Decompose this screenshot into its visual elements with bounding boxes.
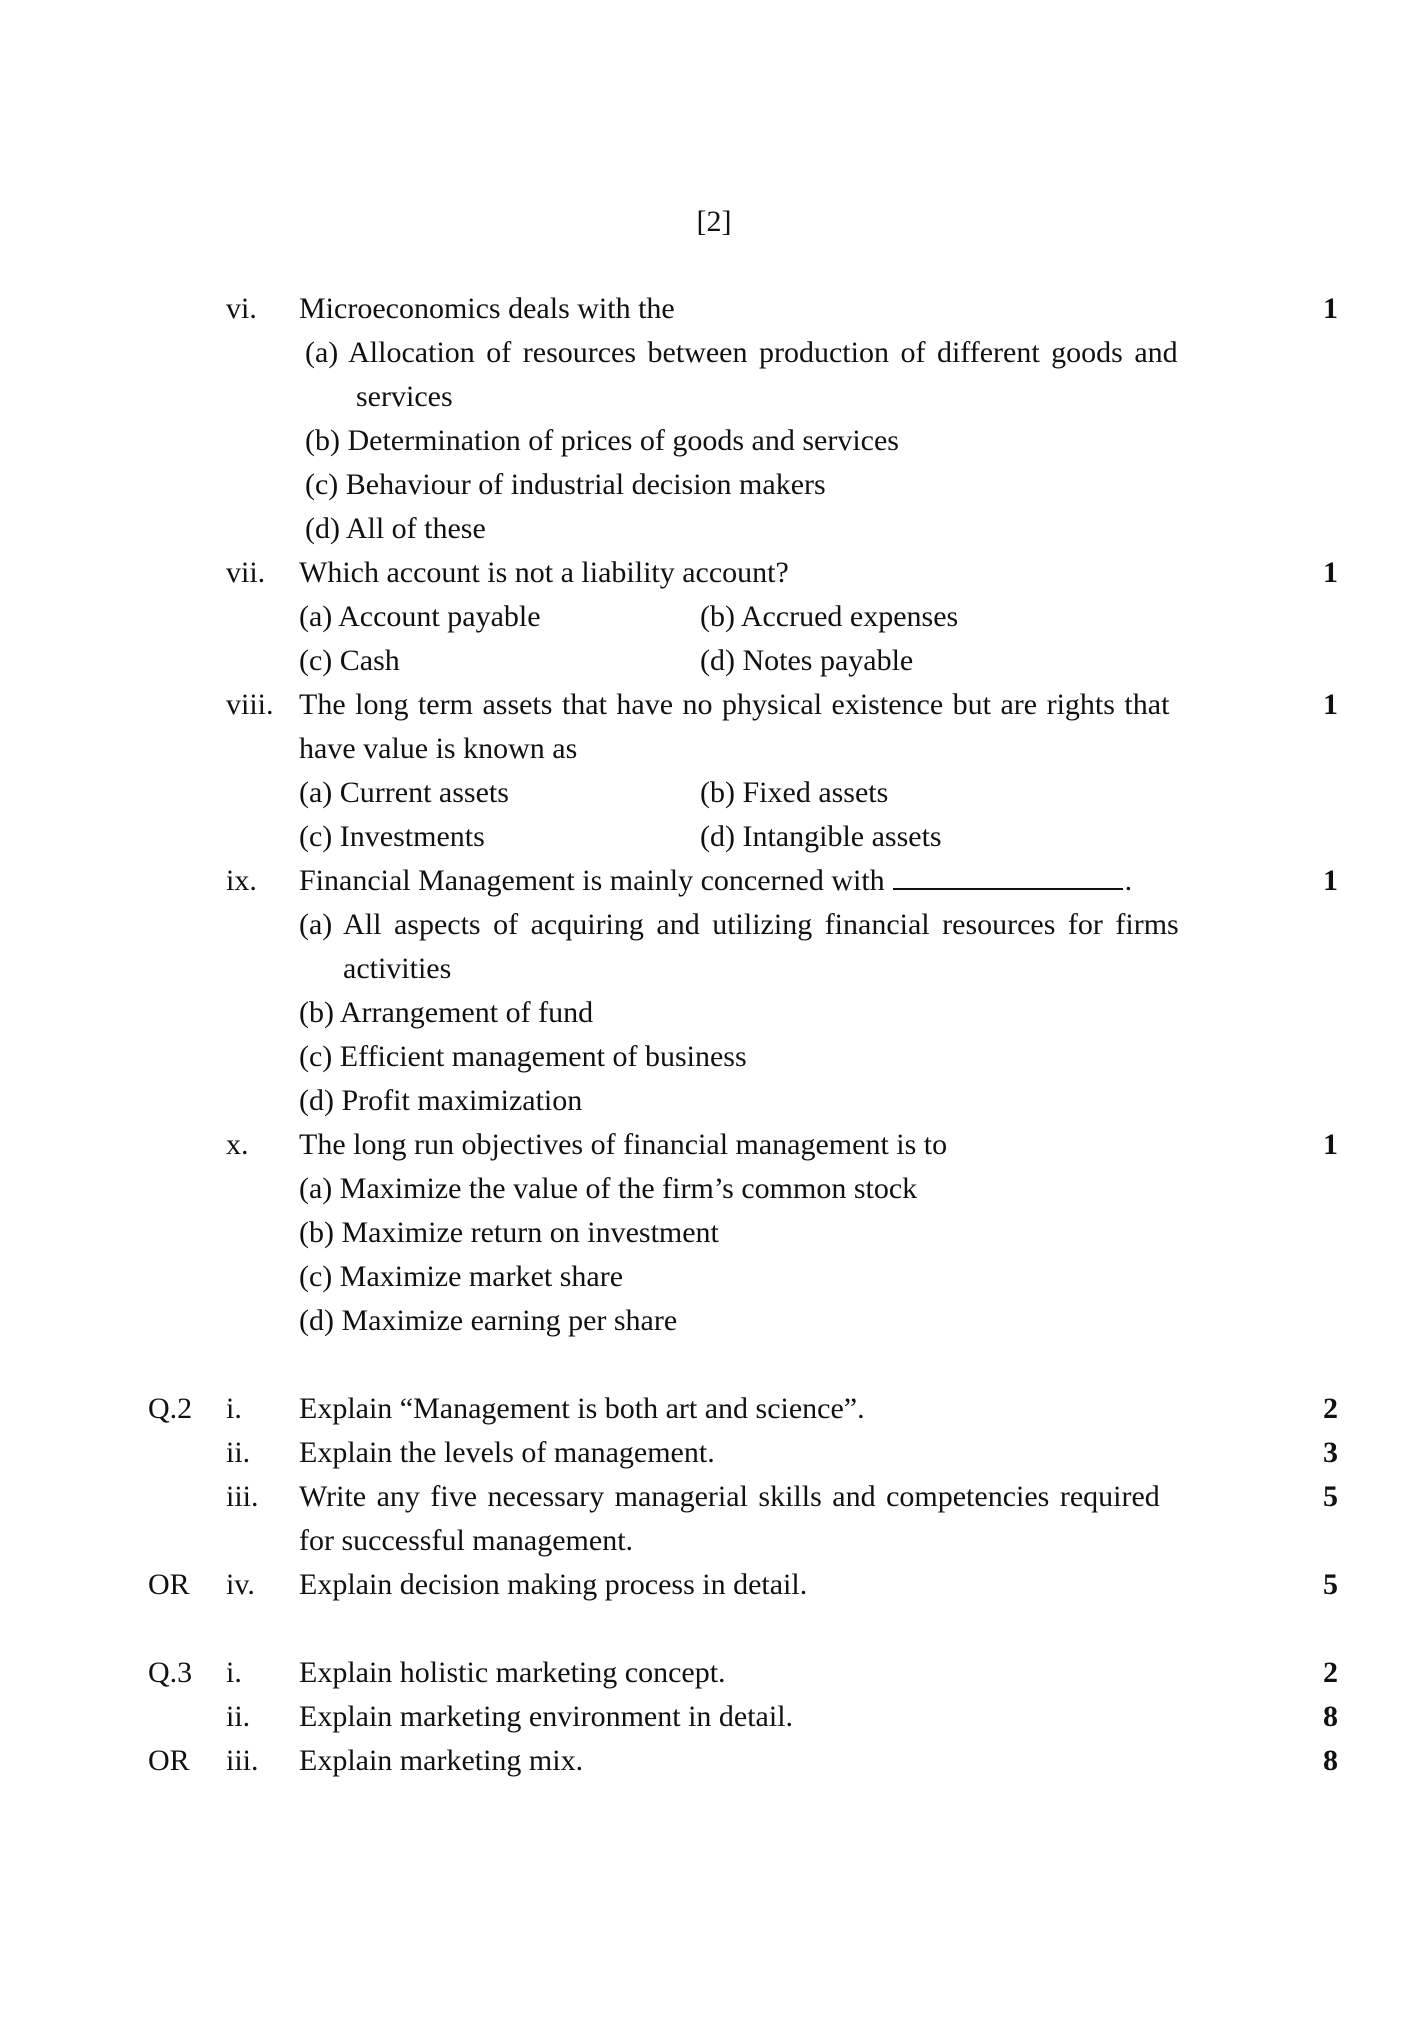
option-d: (d) Intangible assets xyxy=(700,820,942,853)
question-text-continued: have value is known as xyxy=(299,732,578,765)
option-a-continued: activities xyxy=(343,952,452,985)
marks: 2 xyxy=(1323,1656,1338,1689)
option-b: (b) Accrued expenses xyxy=(700,600,959,633)
option-b: (b) Fixed assets xyxy=(700,776,889,809)
question-number: ii. xyxy=(226,1436,251,1469)
question-text-line xyxy=(299,859,1259,903)
option-c: (c) Investments xyxy=(299,820,485,853)
option-b: (b) Determination of prices of goods and services xyxy=(305,424,899,457)
marks: 8 xyxy=(1323,1744,1338,1777)
option-b: (b) Maximize return on investment xyxy=(299,1216,719,1249)
option-c: (c) Behaviour of industrial decision makers xyxy=(305,468,826,501)
or-label: OR xyxy=(148,1744,190,1777)
option-d: (d) All of these xyxy=(305,512,486,545)
question-label: Q.2 xyxy=(148,1392,193,1425)
marks: 2 xyxy=(1323,1392,1338,1425)
question-text: Explain decision making process in detail. xyxy=(299,1568,808,1601)
option-b: (b) Arrangement of fund xyxy=(299,996,594,1029)
question-number: iii. xyxy=(226,1744,259,1777)
question-text: Explain marketing mix. xyxy=(299,1744,584,1777)
question-number: ii. xyxy=(226,1700,251,1733)
page-number: [2] xyxy=(696,205,732,238)
option-a-continued: services xyxy=(356,380,453,413)
question-text: Explain “Management is both art and science”. xyxy=(299,1392,865,1425)
question-number: i. xyxy=(226,1392,242,1425)
question-number: x. xyxy=(226,1128,249,1161)
question-text: Which account is not a liability account? xyxy=(299,556,789,589)
question-number: i. xyxy=(226,1656,242,1689)
marks: 5 xyxy=(1323,1480,1338,1513)
option-a: (a) Allocation of resources between production of different goods and xyxy=(305,336,1178,369)
marks: 3 xyxy=(1323,1436,1338,1469)
fill-in-blank xyxy=(893,862,1123,890)
option-a: (a) Current assets xyxy=(299,776,509,809)
question-number: vii. xyxy=(226,556,266,589)
question-text-continued: for successful management. xyxy=(299,1524,634,1557)
option-c: (c) Maximize market share xyxy=(299,1260,624,1293)
question-number: iii. xyxy=(226,1480,259,1513)
marks: 1 xyxy=(1323,556,1338,589)
or-label: OR xyxy=(148,1568,190,1601)
question-text: Explain marketing environment in detail. xyxy=(299,1700,794,1733)
question-text: Financial Management is mainly concerned with xyxy=(299,864,885,897)
option-d: (d) Profit maximization xyxy=(299,1084,583,1117)
option-a: (a) All aspects of acquiring and utilizing financial resources for firms xyxy=(299,908,1179,941)
option-d: (d) Maximize earning per share xyxy=(299,1304,678,1337)
question-text: Explain the levels of management. xyxy=(299,1436,715,1469)
option-a: (a) Account payable xyxy=(299,600,541,633)
question-label: Q.3 xyxy=(148,1656,193,1689)
marks: 1 xyxy=(1323,688,1338,721)
question-text: Explain holistic marketing concept. xyxy=(299,1656,726,1689)
option-c: (c) Cash xyxy=(299,644,400,677)
option-c: (c) Efficient management of business xyxy=(299,1040,747,1073)
marks: 5 xyxy=(1323,1568,1338,1601)
question-number: viii. xyxy=(226,688,274,721)
question-text: Microeconomics deals with the xyxy=(299,292,675,325)
question-number: ix. xyxy=(226,864,257,897)
marks: 1 xyxy=(1323,1128,1338,1161)
question-text-end: . xyxy=(1124,864,1133,897)
question-text: The long term assets that have no physical existence but are rights that xyxy=(299,688,1170,721)
marks: 1 xyxy=(1323,292,1338,325)
option-a: (a) Maximize the value of the firm’s common stock xyxy=(299,1172,918,1205)
marks: 8 xyxy=(1323,1700,1338,1733)
option-d: (d) Notes payable xyxy=(700,644,914,677)
marks: 1 xyxy=(1323,864,1338,897)
question-number: vi. xyxy=(226,292,257,325)
question-text: Write any five necessary managerial skills and competencies required xyxy=(299,1480,1160,1513)
question-number: iv. xyxy=(226,1568,255,1601)
question-text: The long run objectives of financial management is to xyxy=(299,1128,948,1161)
